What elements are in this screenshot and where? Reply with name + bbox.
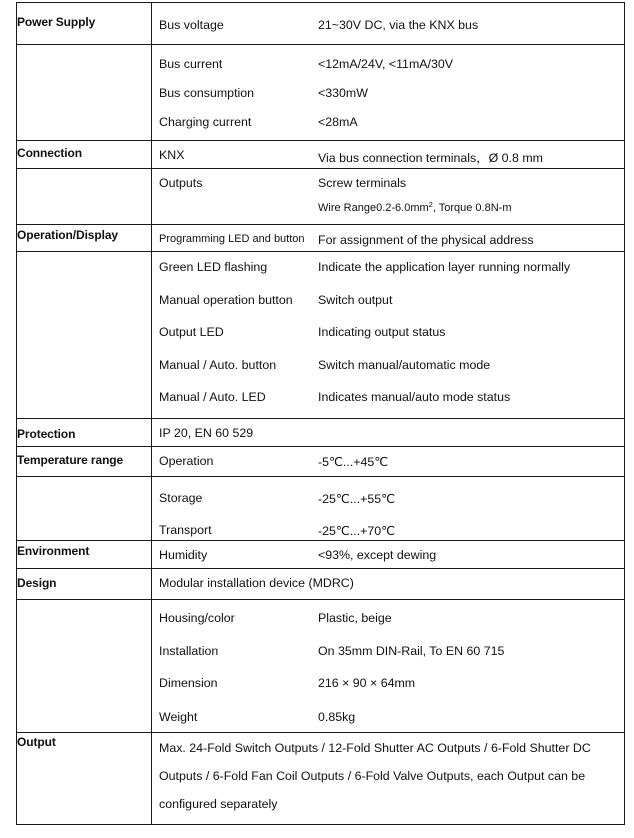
output-line-2: Outputs / 6-Fold Fan Coil Outputs / 6-Fold Valve Outputs, each Output can be — [159, 769, 586, 783]
bus-voltage-row — [152, 3, 624, 32]
specification-table — [16, 2, 625, 825]
value-protection: IP 20, EN 60 529 — [159, 426, 254, 440]
power-supply-row — [17, 3, 625, 45]
operation-display-row — [17, 225, 625, 252]
value-housing: Plastic, beige — [318, 611, 392, 625]
section-environment: Environment — [17, 541, 152, 569]
section-power-supply: Power Supply — [17, 3, 152, 45]
param-programming: Programming LED and button — [159, 233, 305, 245]
connection-details-row — [17, 169, 625, 225]
param-dimension: Dimension — [159, 676, 218, 690]
value-humidity: <93%, except dewing — [318, 548, 437, 562]
housing-row — [152, 600, 624, 635]
value-manual-operation: Switch output — [318, 293, 393, 307]
value-wire-range: Wire $Range0.2-6.0mm^2$, Torque 0.8N-m — [318, 200, 512, 214]
value-dimension: 216 × 90 × 64mm — [318, 676, 416, 690]
section-output: Output — [17, 733, 152, 825]
programming-row — [152, 225, 624, 247]
output-line-1: Max. 24-Fold Switch Outputs / 12-Fold Shutter AC Outputs / 6-Fold Shutter DC — [159, 741, 591, 755]
dimension-row — [152, 668, 624, 701]
value-design: Modular installation device (MDRC) — [159, 576, 354, 590]
manual-operation-row — [152, 284, 624, 317]
wire-range-row — [152, 197, 624, 214]
param-bus-current: Bus current — [159, 57, 223, 71]
value-installation: On 35mm DIN-Rail, To EN 60 715 — [318, 644, 505, 658]
param-transport: Transport — [159, 523, 212, 537]
section-design: Design — [17, 569, 152, 600]
storage-row — [152, 477, 624, 509]
transport-row — [152, 509, 624, 538]
section-protection: Protection — [17, 419, 152, 447]
param-output-led: Output LED — [159, 325, 224, 339]
param-green-led: Green LED flashing — [159, 260, 268, 274]
manual-auto-led-row — [152, 382, 624, 404]
section-connection: Connection — [17, 141, 152, 169]
value-weight: 0.85kg — [318, 710, 356, 724]
value-bus-current: <12mA/24V, <11mA/30V — [318, 57, 454, 71]
humidity-row — [152, 541, 624, 562]
value-transport: -25℃...+70℃ — [318, 524, 396, 538]
section-temperature-range: Temperature range — [17, 447, 152, 477]
operation-temp-row — [152, 447, 624, 469]
param-manual-auto-led: Manual / Auto. LED — [159, 390, 266, 404]
section-operation-display: Operation/Display — [17, 225, 152, 252]
param-manual-operation: Manual operation button — [159, 293, 293, 307]
outputs-row — [152, 169, 624, 197]
connection-row — [17, 141, 625, 169]
value-manual-auto-led: Indicates manual/auto mode status — [318, 390, 511, 404]
value-outputs: Screw terminals — [318, 176, 407, 190]
installation-row — [152, 635, 624, 668]
power-supply-details-row — [17, 45, 625, 141]
param-humidity: Humidity — [159, 548, 208, 562]
weight-row — [152, 701, 624, 724]
value-charging-current: <28mA — [318, 115, 358, 129]
temperature-details-row — [17, 477, 625, 541]
value-manual-auto-button: Switch manual/automatic mode — [318, 358, 491, 372]
bus-consumption-row — [152, 86, 624, 115]
design-value-row — [152, 569, 624, 590]
param-installation: Installation — [159, 644, 219, 658]
output-led-row — [152, 317, 624, 349]
protection-row — [17, 419, 625, 447]
manual-auto-button-row — [152, 349, 624, 382]
environment-row — [17, 541, 625, 569]
param-storage: Storage — [159, 491, 203, 505]
value-programming: For assignment of the physical address — [318, 233, 534, 247]
output-row — [17, 733, 625, 825]
param-outputs: Outputs — [159, 176, 203, 190]
design-row — [17, 569, 625, 600]
knx-row — [152, 141, 624, 166]
value-operation-temp: -5℃...+45℃ — [318, 455, 389, 469]
value-bus-consumption: <330mW — [318, 86, 368, 100]
value-output-led: Indicating output status — [318, 325, 446, 339]
value-knx: Via bus connection terminals，Ø 0.8 mm — [318, 151, 543, 165]
param-knx: KNX — [159, 148, 185, 162]
output-line-3: configured separately — [159, 797, 278, 811]
green-led-row — [152, 252, 624, 284]
temperature-row — [17, 447, 625, 477]
design-details-row — [17, 600, 625, 733]
protection-value-row — [152, 419, 624, 440]
bus-current-row — [152, 45, 624, 86]
param-manual-auto-button: Manual / Auto. button — [159, 358, 277, 372]
param-bus-voltage: Bus voltage — [159, 18, 224, 32]
operation-details-row — [17, 252, 625, 419]
value-bus-voltage: 21~30V DC, via the KNX bus — [318, 18, 479, 32]
param-housing: Housing/color — [159, 611, 235, 625]
param-charging-current: Charging current — [159, 115, 252, 129]
param-weight: Weight — [159, 710, 198, 724]
output-description — [152, 733, 624, 818]
value-green-led: Indicate the application layer running normally — [318, 260, 571, 274]
param-operation-temp: Operation — [159, 454, 214, 468]
param-bus-consumption: Bus consumption — [159, 86, 255, 100]
charging-current-row — [152, 115, 624, 129]
value-storage: -25℃...+55℃ — [318, 492, 396, 506]
